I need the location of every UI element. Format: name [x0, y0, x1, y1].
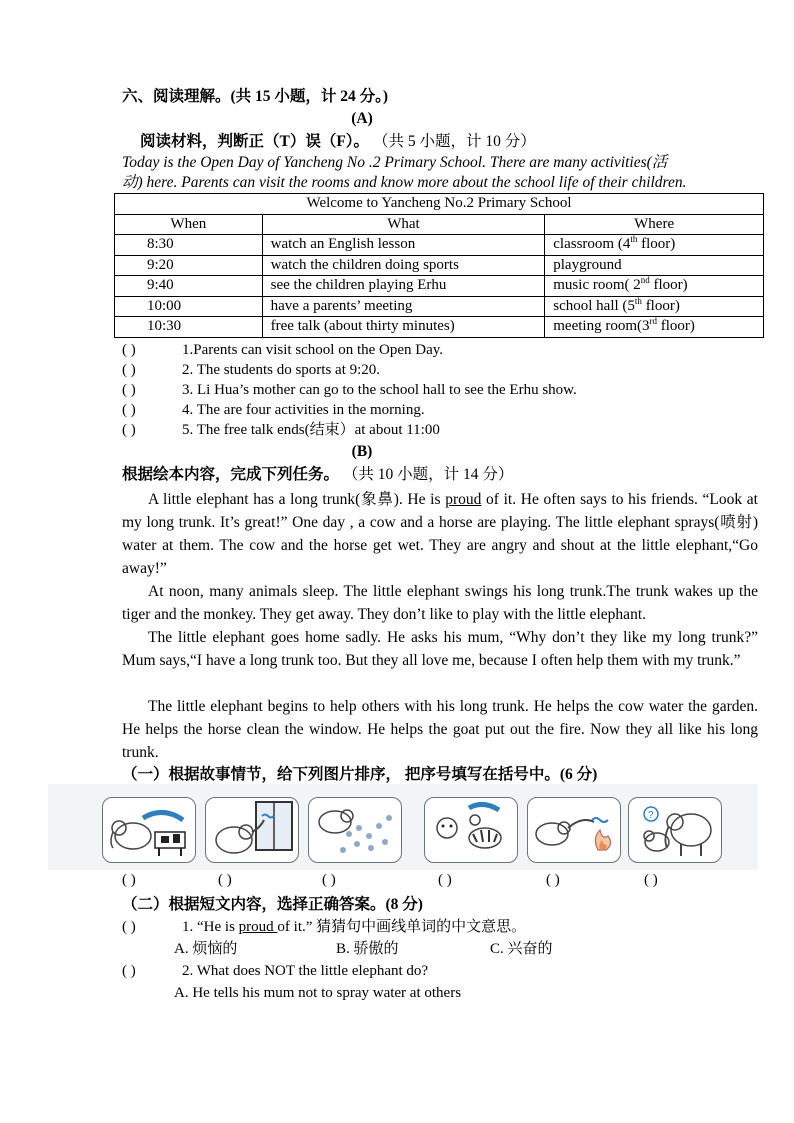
part-a-intro-line1: Today is the Open Day of Yancheng No .2 Primary School. There are many activities(活 [122, 154, 668, 171]
tf-question-2 [122, 360, 380, 380]
cell-what: see the children playing Erhu [262, 276, 545, 297]
table-row [115, 235, 764, 256]
part-a-score-note: （共 5 小题，计 10 分） [372, 133, 536, 150]
elephant-and-mum-icon [628, 797, 722, 863]
part-a-instruction: 阅读材料，判断正（T）误（F）。 [140, 133, 370, 150]
part-b-instruction: 根据绘本内容，完成下列任务。 [122, 466, 340, 483]
tf-question-4 [122, 400, 425, 420]
cell-when: 9:20 [115, 255, 263, 276]
table-row [115, 276, 764, 297]
table-title-row [115, 194, 764, 215]
q1-option-a[interactable]: A. 烦恼的 [174, 941, 238, 957]
part-b-label: (B) [351, 443, 373, 460]
answer-blank[interactable]: ( ) [122, 963, 136, 979]
tiger-monkey-awake-icon [424, 797, 518, 863]
question-text: 2. What does NOT the little elephant do? [182, 963, 429, 979]
cell-where: school hall (5th floor) [545, 296, 764, 317]
cell-where: music room( 2nd floor) [545, 276, 764, 297]
elephant-putting-out-fire-icon [527, 797, 621, 863]
q1-option-c[interactable]: C. 兴奋的 [490, 941, 553, 957]
picture-order-slot-2[interactable]: ( ) [218, 872, 232, 888]
elephant-spraying-cow-icon [102, 797, 196, 863]
header-what: What [262, 214, 545, 235]
part-b-instruction-row [122, 465, 513, 485]
cell-where: playground [545, 255, 764, 276]
header-where: Where [545, 214, 764, 235]
header-when: When [115, 214, 263, 235]
part-b-score-note: （共 10 小题，计 14 分） [342, 466, 514, 483]
question-text: 2. The students do sports at 9:20. [182, 362, 381, 378]
picture-order-slot-4[interactable]: ( ) [438, 872, 452, 888]
cell-when: 8:30 [115, 235, 263, 256]
question-text: 1.Parents can visit school on the Open Day. [182, 342, 444, 358]
cell-what: watch the children doing sports [262, 255, 545, 276]
q1-option-b[interactable]: B. 骄傲的 [336, 941, 399, 957]
task2-title: （二）根据短文内容，选择正确答案。(8 分) [122, 896, 423, 913]
part-a-intro-line2: 动) here. Parents can visit the rooms and know more about the school life of their children. [122, 174, 687, 191]
table-row [115, 317, 764, 338]
underlined-word-proud: proud [445, 491, 482, 508]
story-paragraph-2: At noon, many animals sleep. The little elephant swings his long trunk.The trunk wakes up the tiger and the monkey. They get away. They don’t like to play with the little elephant. [122, 583, 758, 623]
cell-where: meeting room(3rd floor) [545, 317, 764, 338]
cell-what: have a parents’ meeting [262, 296, 545, 317]
answer-blank[interactable]: ( ) [122, 382, 136, 398]
question-text: 5. The free talk ends(结束）at about 11:00 [182, 422, 440, 438]
choice-question-1: ( ) 1. “He is proud of it.” 猜猜句中画线单词的中文意思。 [122, 919, 527, 935]
cell-when: 9:40 [115, 276, 263, 297]
tf-question-1 [122, 340, 443, 360]
cell-where: classroom (4th floor) [545, 235, 764, 256]
cell-when: 10:30 [115, 317, 263, 338]
elephant-watering-garden-icon [308, 797, 402, 863]
tf-question-5 [122, 420, 440, 440]
answer-blank[interactable]: ( ) [122, 919, 136, 935]
task1-title: （一）根据故事情节，给下列图片排序， 把序号填写在括号中。(6 分) [122, 766, 598, 783]
answer-blank[interactable]: ( ) [122, 422, 136, 438]
table-row [115, 296, 764, 317]
choice-question-2 [122, 961, 428, 981]
picture-order-slot-5[interactable]: ( ) [546, 872, 560, 888]
underlined-word-proud: proud [238, 919, 278, 935]
cell-when: 10:00 [115, 296, 263, 317]
story-paragraph-1: A little elephant has a long trunk(象鼻). He is proud of it. He often says to his friends. “Look at my long trunk. It’s great!” One day , a cow and a horse are playing. The little elephant sprays(喷射) water at them. The cow and the horse get wet. They are angry and shout at the little elephant,“Go away!” [122, 491, 758, 577]
cell-what: free talk (about thirty minutes) [262, 317, 545, 338]
question-text: 4. The are four activities in the morning. [182, 402, 425, 418]
answer-blank[interactable]: ( ) [122, 362, 136, 378]
story-paragraph-4: The little elephant begins to help others with his long trunk. He helps the cow water the garden. He helps the horse clean the window. He helps the goat put out the fire. Now they all like his long trunk. [122, 698, 758, 761]
answer-blank[interactable]: ( ) [122, 402, 136, 418]
tf-question-3 [122, 380, 577, 400]
story-paragraph-3: The little elephant goes home sadly. He asks his mum, “Why don’t they like my long trunk?” Mum says,“I have a long trunk too. But they all love me, because I often help them with my trunk.” [122, 629, 758, 669]
elephant-cleaning-window-icon [205, 797, 299, 863]
question-text: 3. Li Hua’s mother can go to the school hall to see the Erhu show. [182, 382, 577, 398]
q2-option-a[interactable]: A. He tells his mum not to spray water at others [174, 985, 462, 1001]
table-header-row [115, 214, 764, 235]
svg-text:?: ? [648, 810, 654, 821]
answer-blank[interactable]: ( ) [122, 342, 136, 358]
section-title: 六、阅读理解。(共 15 小题，计 24 分。) [122, 88, 389, 105]
picture-order-slot-6[interactable]: ( ) [644, 872, 658, 888]
part-a-label: (A) [351, 110, 373, 127]
picture-order-slot-3[interactable]: ( ) [322, 872, 336, 888]
picture-order-slot-1[interactable]: ( ) [122, 872, 136, 888]
part-a-instruction-row [140, 132, 536, 152]
schedule-table [114, 193, 764, 338]
table-row [115, 255, 764, 276]
table-title: Welcome to Yancheng No.2 Primary School [115, 194, 764, 215]
cell-what: watch an English lesson [262, 235, 545, 256]
